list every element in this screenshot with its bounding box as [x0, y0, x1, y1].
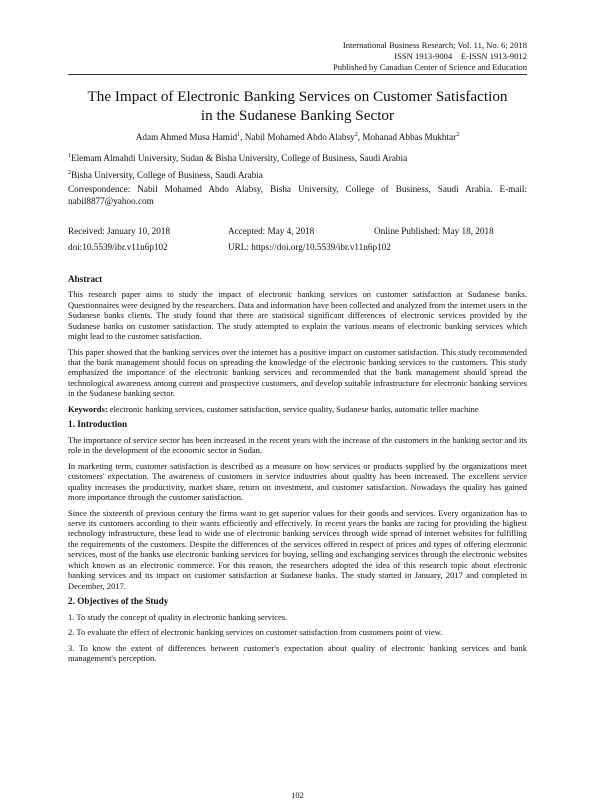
- affiliation-1: [68, 150, 527, 164]
- paper-title: [68, 87, 527, 125]
- accepted-date: Accepted: May 4, 2018: [228, 226, 315, 236]
- abstract-paragraph-1: This research paper aims to study the impact of electronic banking services on customer satisfaction at Sudanese banks. Questionnaires were designed by the researchers. Data and information have been collected and analyzed from the internet users in the Sudanese banks clients. The study found that there are statistical significant differences of electronic services provided by the Sudanese banks on customer satisfaction. The study attempted to explain the various means of electronic banking services which might lead to the customer satisfaction.: [68, 289, 527, 342]
- header-rule: [68, 74, 527, 75]
- affiliation-2-marker: 2: [68, 170, 71, 176]
- journal-publisher: Published by Canadian Center of Science and Education: [332, 62, 527, 73]
- keywords: [68, 404, 527, 414]
- author-2-affil: 2: [354, 132, 358, 138]
- author-2: , Nabil Mohamed Abdo Alabsy: [240, 132, 355, 143]
- page-number: 102: [291, 791, 304, 800]
- journal-citation: International Business Research; Vol. 11, No. 6; 2018: [342, 40, 527, 50]
- paper-title-line2: in the Sudanese Banking Sector: [200, 107, 395, 124]
- affiliation-1-text: Elemam Almahdi University, Sudan & Bisha University, College of Business, Saudi Arabia: [71, 153, 408, 164]
- url-link[interactable]: URL: https://doi.org/10.5539/ibr.v11n6p102: [228, 242, 391, 252]
- intro-paragraph-2: In marketing term, customer satisfaction is described as a measure on how services or products supplied by the organizations meet customers' expectation. The awareness of customers in service industries about quality has been increased. The excellent service quality increases the productivity, market share, return on investment, and customer satisfaction. Nowadays the quality has gained more importance through the customer satisfaction.: [68, 460, 527, 503]
- objective-1: 1. To study the concept of quality in electronic banking services.: [68, 611, 288, 622]
- objective-3: 3. To know the extent of differences between customer's expectation about quality of electronic banking services and bank management's perception.: [68, 642, 527, 664]
- intro-heading: 1. Introduction: [68, 419, 128, 430]
- received-date: Received: January 10, 2018: [68, 226, 171, 236]
- keywords-label: Keywords:: [68, 403, 108, 414]
- keywords-text: electronic banking services, customer satisfaction, service quality, Sudanese banks, automatic teller machine: [107, 403, 479, 414]
- abstract-paragraph-2: This paper showed that the banking services over the internet has a positive impact on customer satisfaction. This study recommended that the bank management should focus on spreading the knowledge of the electronic banking services to the customers. This study emphasized the importance of the electronic banking services and recommended that the bank management should spread the technological awareness among current and prospective customers, and develop suitable infrastructure for electronic banking services in the Sudanese banking sector.: [68, 346, 527, 399]
- abstract-heading: Abstract: [68, 274, 103, 284]
- author-3: , Mohanad Abbas Mukhtar: [357, 132, 457, 143]
- paper-title-line1: The Impact of Electronic Banking Services on Customer Satisfaction: [87, 88, 508, 105]
- journal-header: [333, 40, 527, 74]
- doi-link[interactable]: doi:10.5539/ibr.v11n6p102: [68, 242, 168, 252]
- affiliation-1-marker: 1: [68, 153, 71, 159]
- intro-paragraph-1: The importance of service sector has been increased in the recent years with the increase of the customers in the banking sector and its role in the development of the economic sector in Sudan.: [68, 434, 527, 456]
- author-1: Adam Ahmed Musa Hamid: [135, 132, 238, 143]
- author-list: [68, 132, 527, 142]
- objective-2: 2. To evaluate the effect of electronic banking services on customer satisfaction from customers point of view.: [68, 627, 443, 638]
- published-date: Online Published: May 18, 2018: [374, 226, 494, 236]
- author-1-affil: 1: [237, 132, 241, 138]
- author-3-affil: 2: [456, 132, 460, 138]
- affiliation-2: [68, 167, 527, 181]
- objectives-heading: 2. Objectives of the Study: [68, 596, 169, 607]
- correspondence: Correspondence: Nabil Mohamed Abdo Alabsy, Bisha University, College of Business, Saudi Arabia. E-mail: nabil8877@yahoo.com: [68, 184, 527, 207]
- affiliation-2-text: Bisha University, College of Business, Saudi Arabia: [71, 170, 263, 181]
- journal-issn: ISSN 1913-9004 E-ISSN 1913-9012: [394, 51, 527, 62]
- intro-paragraph-3: Since the sixteenth of previous century the firms want to get superior values for their goods and services. Every organization has to serve its customers according to their wants efficiently and effectively. In recent years the banks are racing for providing the highest technology infrastructure, these lead to wide use of electronic banking services through wide spread of internet websites for fulfilling the requirements of the customers. Despite the differences of the services offered in respect of prices and types of offering electronic services, most of the banks use electronic banking services for buying, selling and exchanging services through the electronic websites which known as an electronic commerce. For this reason, the researchers adopted the idea of this research topic about electronic banking services and its impact on customer satisfaction at Sudanese banks. The study started in January, 2017 and completed in December, 2017.: [68, 507, 527, 591]
- article-body: [68, 274, 527, 669]
